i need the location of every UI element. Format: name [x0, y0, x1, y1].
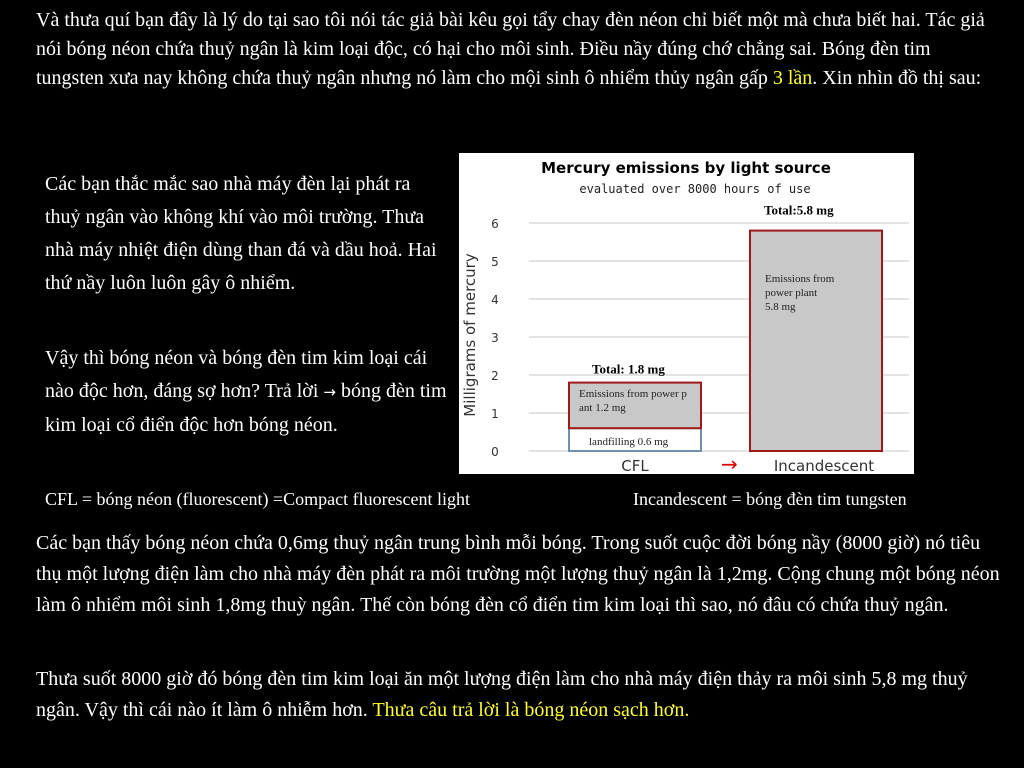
total-label: Total: 1.8 mg: [592, 361, 665, 377]
chart-subtitle: evaluated over 8000 hours of use: [579, 182, 811, 196]
y-axis-label: Milligrams of mercury: [461, 253, 479, 417]
left-paragraph-2-text-end: bóng đèn tim kim loại cổ điển độc hơn bóng néon.: [45, 380, 447, 436]
paragraph-4: [36, 664, 1011, 726]
y-tick-label: 2: [491, 369, 499, 383]
y-tick-label: 3: [491, 331, 499, 345]
intro-text-end: . Xin nhìn đồ thị sau:: [812, 67, 982, 89]
total-label: Total:5.8 mg: [764, 202, 834, 218]
intro-highlight: 3 lần: [772, 67, 813, 89]
y-tick-label: 1: [491, 407, 499, 421]
y-tick-label: 0: [491, 445, 499, 459]
conclusion-highlight: Thưa câu trả lời là bóng néon sạch hơn.: [372, 699, 690, 721]
arrow-right-icon: →: [323, 383, 336, 401]
paragraph-4-text: Thưa suốt 8000 giờ đó bóng đèn tim kim loại ăn một lượng điện làm cho nhà máy điện thảy ra môi sinh 5,8 mg thuỷ ngân. Vậy thì cái nào ít làm ô nhiễm hơn.: [36, 668, 968, 721]
mercury-chart: [459, 153, 914, 474]
y-tick-label: 5: [491, 255, 499, 269]
segment-label: landfilling 0.6 mg: [589, 436, 669, 448]
paragraph-3: Các bạn thấy bóng néon chứa 0,6mg thuỷ ngân trung bình mỗi bóng. Trong suốt cuộc đời bóng nầy (8000 giờ) nó tiêu thụ một lượng điện làm cho nhà máy đèn phát ra môi trường một lượng thuỷ ngân là 1,2mg. Cộng chung một bóng néon làm ô nhiểm môi sinh 1,8mg thuỳ ngân. Thế còn bóng đèn cổ điển tim kim loại thì sao, nó đâu có chứa thuỷ ngân.: [36, 532, 1000, 616]
left-paragraph-1: Các bạn thắc mắc sao nhà máy đèn lại phát ra thuỷ ngân vào không khí vào môi trường. Thưa nhà máy nhiệt điện dùng than đá và dầu hoả. Hai thứ nầy luôn luôn gây ô nhiểm.: [45, 173, 437, 294]
legend-incandescent: Incandescent = bóng đèn tim tungsten: [633, 489, 907, 509]
left-paragraph-2: [45, 342, 460, 442]
y-tick-label: 6: [491, 217, 499, 231]
bar-segment-incandescent: [750, 231, 882, 451]
mercury-chart-svg: [459, 153, 914, 474]
segment-label: Emissions from power p ant 1.2 mg: [579, 388, 687, 414]
y-tick-label: 4: [491, 293, 499, 307]
x-tick-label: Incandescent: [773, 457, 875, 474]
segment-label: Emissions from power plant 5.8 mg: [765, 273, 835, 313]
x-tick-label: CFL: [621, 457, 649, 474]
abbreviation-legend: [45, 485, 1005, 514]
chart-title: Mercury emissions by light source: [541, 159, 831, 177]
arrow-right-icon: →: [721, 452, 738, 474]
left-paragraph-2-text: Vậy thì bóng néon và bóng đèn tim kim loại cái nào độc hơn, đáng sợ hơn? Trả lời: [45, 347, 428, 402]
intro-text: Và thưa quí bạn đây là lý do tại sao tôi nói tác giả bài kêu gọi tẩy chay đèn néon chỉ biết một mà chưa biết hai. Tác giả nói bóng néon chứa thuỷ ngân là kim loại độc, có hại cho môi sinh. Điều nầy đúng chớ chẳng sai. Bóng đèn tim tungsten xưa nay không chứa thuỷ ngân nhưng nó làm cho mội sinh ô nhiểm thủy ngân gấp: [36, 9, 985, 89]
intro-paragraph: [36, 6, 996, 93]
legend-cfl: CFL = bóng néon (fluorescent) =Compact fluorescent light: [45, 489, 471, 509]
